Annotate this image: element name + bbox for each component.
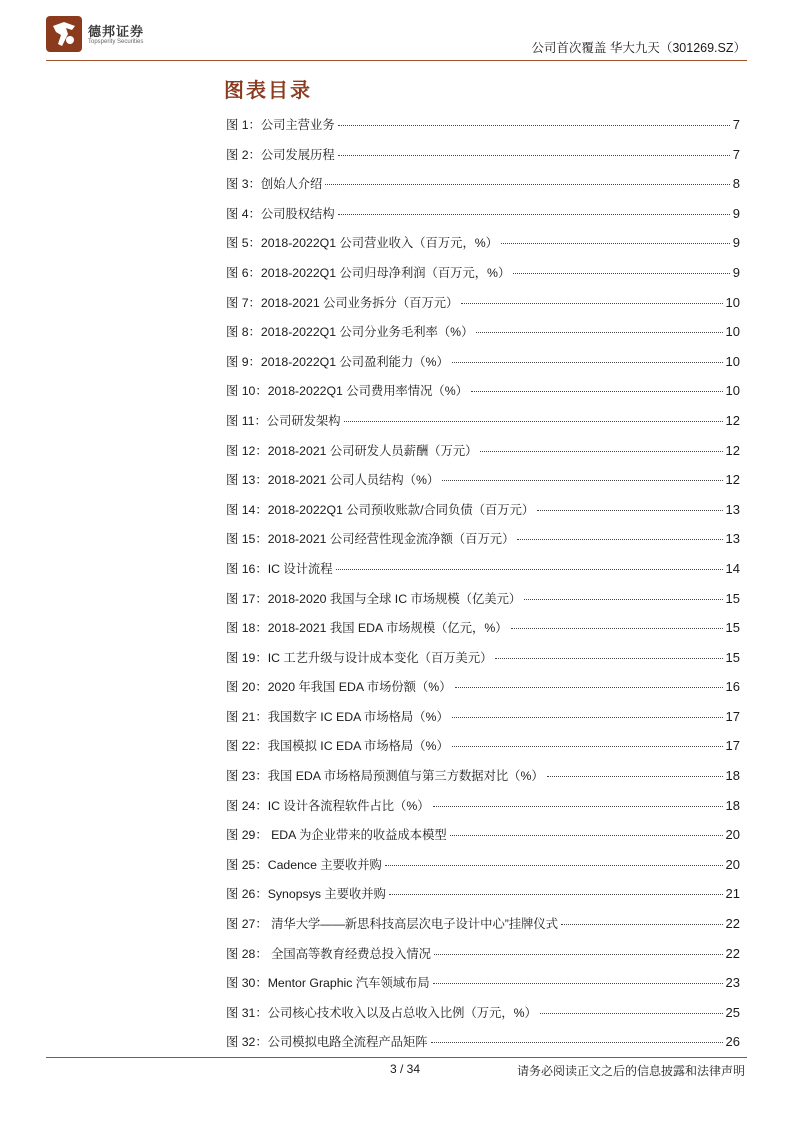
toc-entry-label: 图 24：IC 设计各流程软件占比（%） [226,798,430,813]
toc-entry-label: 图 4：公司股权结构 [226,206,335,221]
toc-entry-page: 18 [725,797,740,813]
toc-entry-label: 图 15：2018-2021 公司经营性现金流净额（百万元） [226,532,515,547]
toc-entry[interactable] [226,411,740,441]
toc-entry-page: 10 [725,324,740,340]
dot-leader [385,865,723,866]
toc-entry-page: 18 [725,768,740,784]
toc-entry[interactable] [226,766,740,796]
dot-leader [389,894,723,895]
toc-entry[interactable] [226,500,740,530]
toc-entry[interactable] [226,174,740,204]
dot-leader [442,480,722,481]
toc-entry-label: 图 1：公司主营业务 [226,118,335,132]
toc-entry-label: 图 31：公司核心技术收入以及占总收入比例（万元，%） [226,1005,537,1020]
toc-entry-label: 图 16：IC 设计流程 [226,561,333,576]
dot-leader [452,717,723,718]
toc-entry[interactable] [226,322,740,352]
toc-entry[interactable] [226,973,740,1003]
toc-entry[interactable] [226,441,740,471]
toc-entry-label: 图 17：2018-2020 我国与全球 IC 市场规模（亿美元） [226,591,522,606]
header-divider [46,60,747,61]
brand-subtitle: Topsperity Securities [88,39,144,45]
toc-entry[interactable] [226,825,740,855]
toc-entry[interactable] [226,352,740,382]
dot-leader [471,391,723,392]
dot-leader [336,569,723,570]
toc-entry-page: 25 [725,1004,740,1020]
toc-entry-page: 9 [732,205,740,221]
toc-entry-label: 图 28： 全国高等教育经费总投入情况 [226,946,431,961]
toc-entry-page: 12 [725,412,740,428]
toc-entry-page: 20 [725,856,740,872]
toc-entry-label: 图 22：我国模拟 IC EDA 市场格局（%） [226,739,449,754]
dot-leader [338,214,730,215]
dot-leader [431,1042,723,1043]
toc-entry[interactable] [226,263,740,293]
dot-leader [452,362,723,363]
toc-entry-page: 21 [725,886,740,902]
toc-entry-page: 15 [725,590,740,606]
toc-entry[interactable] [226,618,740,648]
toc-entry-label: 图 26：Synopsys 主要收并购 [226,887,386,902]
toc-entry[interactable] [226,736,740,766]
toc-entry[interactable] [226,559,740,589]
toc-entry-page: 16 [725,679,740,695]
footer-divider [46,1057,747,1058]
toc-entry[interactable] [226,589,740,619]
dot-leader [338,125,730,126]
dot-leader [434,954,723,955]
toc-entry[interactable] [226,381,740,411]
toc-entry-label: 图 25：Cadence 主要收并购 [226,857,382,872]
dot-leader [495,658,722,659]
page-number: 3 / 34 [390,1062,421,1076]
toc-entry[interactable] [226,884,740,914]
toc-entry-page: 22 [725,916,740,932]
toc-entry-page: 12 [725,442,740,458]
toc-entry-page: 13 [725,531,740,547]
dot-leader [480,451,722,452]
toc-entry-label: 图 14：2018-2022Q1 公司预收账款/合同负债（百万元） [226,502,535,517]
dot-leader [547,776,723,777]
toc-entry[interactable] [226,470,740,500]
toc-entry-label: 图 29： EDA 为企业带来的收益成本模型 [226,828,447,843]
toc-entry-label: 图 10：2018-2022Q1 公司费用率情况（%） [226,384,468,399]
dot-leader [433,983,723,984]
dot-leader [452,746,723,747]
dot-leader [450,835,723,836]
toc-entry-label: 图 13：2018-2021 公司人员结构（%） [226,473,440,488]
toc-entry-page: 10 [725,353,740,369]
toc-entry[interactable] [226,648,740,678]
legal-disclaimer: 请务必阅读正文之后的信息披露和法律声明 [516,1064,745,1078]
toc-entry-label: 图 3：创始人介绍 [226,177,323,192]
dot-leader [476,332,722,333]
dot-leader [517,539,722,540]
toc-entry[interactable] [226,855,740,885]
toc-entry[interactable] [226,707,740,737]
toc-entry-page: 12 [725,472,740,488]
toc-entry-page: 26 [725,1034,740,1050]
toc-heading: 图表目录 [224,80,312,102]
toc-entry[interactable] [226,293,740,323]
toc-entry-page: 13 [725,501,740,517]
toc-entry-page: 15 [725,649,740,665]
toc-entry[interactable] [226,1003,740,1033]
toc-entry[interactable] [226,529,740,559]
toc-entry-label: 图 30：Mentor Graphic 汽车领域布局 [226,976,430,991]
toc-entry[interactable] [226,233,740,263]
toc-entry-page: 8 [732,176,740,192]
toc-entry-label: 图 23：我国 EDA 市场格局预测值与第三方数据对比（%） [226,769,544,784]
toc-entry[interactable] [226,145,740,175]
toc-entry-label: 图 11：公司研发架构 [226,413,341,428]
toc-entry-label: 图 19：IC 工艺升级与设计成本变化（百万美元） [226,650,493,665]
toc-entry-label: 图 7：2018-2021 公司业务拆分（百万元） [226,295,459,310]
toc-entry-label: 图 2：公司发展历程 [226,147,335,162]
dot-leader [455,687,723,688]
toc-entry-label: 图 8：2018-2022Q1 公司分业务毛利率（%） [226,325,474,340]
toc-entry-label: 图 12：2018-2021 公司研发人员薪酬（万元） [226,443,478,458]
toc-entry-page: 10 [725,383,740,399]
toc-entry-page: 7 [732,146,740,162]
dot-leader [338,155,730,156]
dot-leader [540,1013,723,1014]
dot-leader [344,421,723,422]
toc-entry[interactable] [226,115,740,145]
dot-leader [501,243,730,244]
dot-leader [433,806,723,807]
toc-entry-page: 23 [725,975,740,991]
toc-entry-page: 14 [725,560,740,576]
toc-entry-page: 17 [725,708,740,724]
toc-entry-label: 图 21：我国数字 IC EDA 市场格局（%） [226,709,449,724]
dot-leader [537,510,722,511]
toc-entry-label: 图 18：2018-2021 我国 EDA 市场规模（亿元，%） [226,621,508,636]
brand-logo-icon [46,16,82,52]
dot-leader [561,924,723,925]
dot-leader [511,628,723,629]
brand-name: 德邦证券 [88,24,145,39]
dot-leader [524,599,722,600]
toc-entry[interactable] [226,944,740,974]
dot-leader [325,184,729,185]
toc-entry[interactable] [226,914,740,944]
toc-entry-label: 图 27： 清华大学——新思科技高层次电子设计中心”挂牌仪式 [226,917,559,932]
toc-entry[interactable] [226,204,740,234]
toc-entry-page: 22 [725,945,740,961]
toc-entry[interactable] [226,677,740,707]
toc-entry-label: 图 20：2020 年我国 EDA 市场份额（%） [226,680,452,695]
toc-entry-label: 图 32：公司模拟电路全流程产品矩阵 [226,1035,428,1050]
dot-leader [513,273,729,274]
toc-entry[interactable] [226,796,740,826]
toc-entry-label: 图 9：2018-2022Q1 公司盈利能力（%） [226,354,449,369]
toc-entry-page: 9 [732,235,740,251]
report-title: 公司首次覆盖 华大九天（301269.SZ） [531,41,746,55]
figure-list [226,115,740,1062]
toc-entry-page: 15 [725,620,740,636]
brand-logo [46,16,176,60]
toc-entry-page: 7 [732,117,740,132]
toc-entry-page: 20 [725,827,740,843]
toc-entry-label: 图 5：2018-2022Q1 公司营业收入（百万元，%） [226,236,498,251]
toc-entry-page: 10 [725,294,740,310]
toc-entry-page: 9 [732,264,740,280]
toc-entry-label: 图 6：2018-2022Q1 公司归母净利润（百万元，%） [226,265,511,280]
dot-leader [461,303,722,304]
toc-entry-page: 17 [725,738,740,754]
